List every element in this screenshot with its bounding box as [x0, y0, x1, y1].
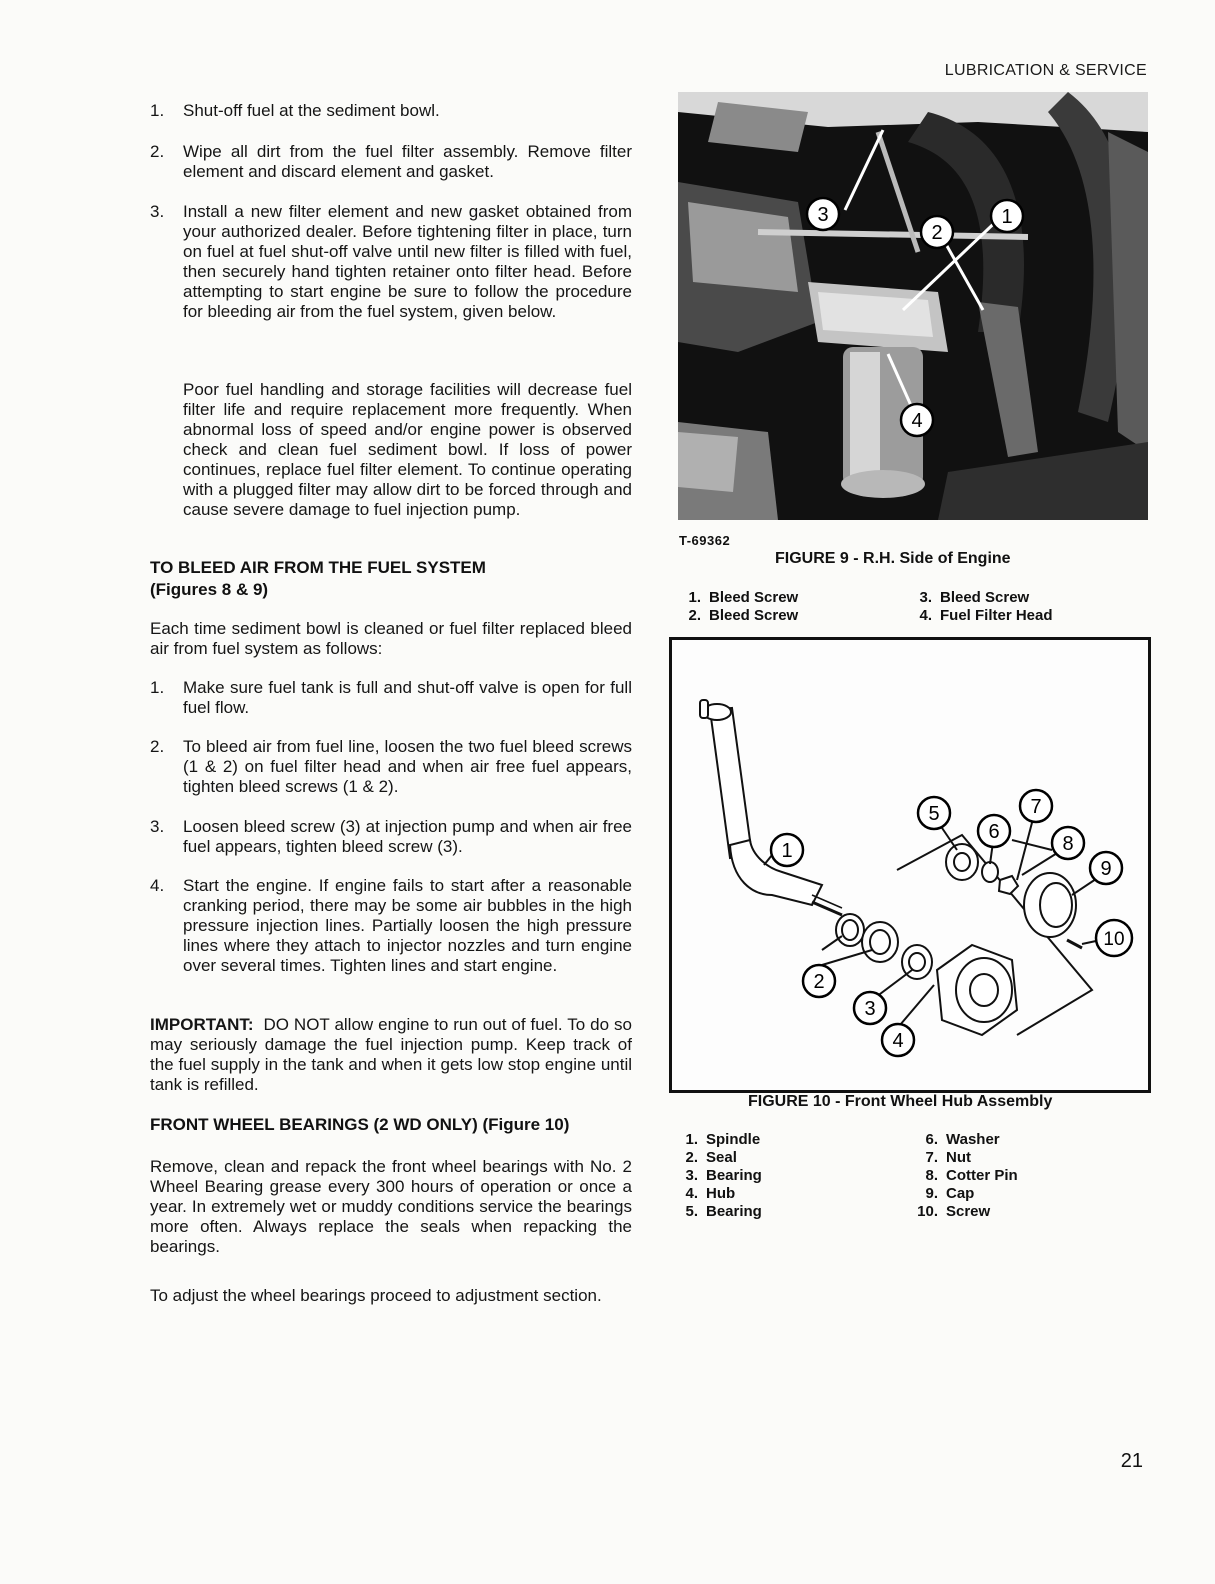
callout-label: 4 [911, 410, 923, 432]
legend-item: 4. Hub [685, 1185, 736, 1202]
figure9-caption: FIGURE 9 - R.H. Side of Engine [775, 550, 1011, 567]
important-label: IMPORTANT: [150, 1015, 254, 1034]
step-number: 2. [150, 142, 165, 161]
legend-item: 4. Fuel Filter Head [919, 607, 1053, 624]
figure9-legend-left [673, 589, 798, 625]
step-text: Make sure fuel tank is full and shut-off valve is open for full fuel flow. [183, 678, 632, 717]
figure10-legend-right [910, 1131, 1018, 1221]
note-paragraph: Poor fuel handling and storage facilities will decrease fuel filter life and require replacement more frequently. When abnormal loss of speed and/or engine power is observed check and clean fuel sediment bowl. If loss of power continues, replace fuel filter element. To continue operating with a plugged filter may allow dirt to be forced through and cause severe damage to fuel injection pump. [183, 380, 632, 519]
step-number: 2. [150, 737, 165, 756]
callout-label: 10 [1103, 929, 1125, 950]
callout-label: 1 [781, 840, 793, 862]
callout-label: 9 [1100, 858, 1112, 880]
hub-assembly-diagram [669, 637, 1151, 1093]
figure10-callout-8 [1050, 825, 1086, 866]
list-item [150, 678, 632, 718]
figure9-callout-3 [805, 196, 841, 237]
callout-label: 8 [1062, 833, 1074, 855]
callout-label: 5 [928, 803, 940, 825]
step-text: Shut-off fuel at the sediment bowl. [183, 101, 440, 120]
figure10-callout-9 [1088, 850, 1124, 891]
step-number: 1. [150, 678, 165, 697]
figure9-legend-right [904, 589, 1053, 625]
callout-label: 6 [988, 821, 1000, 843]
callout-label: 2 [931, 222, 943, 244]
bearings-adjust-paragraph: To adjust the wheel bearings proceed to adjustment section. [150, 1286, 602, 1305]
figure10-callout-5 [916, 795, 952, 836]
figure9-callout-4 [899, 402, 935, 443]
section-header: LUBRICATION & SERVICE [944, 62, 1147, 79]
callout-label: 2 [813, 971, 825, 993]
legend-item: 7. Nut [925, 1149, 971, 1166]
list-item [150, 202, 632, 322]
legend-item: 3. Bleed Screw [919, 589, 1030, 606]
callout-label: 7 [1030, 796, 1042, 818]
figure10-legend-left [670, 1131, 762, 1221]
photo-id: T-69362 [679, 533, 731, 548]
figure9-callout-2 [919, 214, 955, 255]
callout-label: 1 [1001, 206, 1013, 228]
bearings-paragraph: Remove, clean and repack the front wheel bearings with No. 2 Wheel Bearing grease every 300 hours of operation or once a year. In extremely wet or muddy conditions service the bearings more often. Always replace the seals when repacking the bearings. [150, 1157, 632, 1256]
callout-label: 4 [892, 1030, 904, 1052]
figure10-callout-7 [1018, 788, 1054, 829]
bleed-intro: Each time sediment bowl is cleaned or fuel filter replaced bleed air from fuel system as follows: [150, 619, 632, 658]
important-text: DO NOT allow engine to run out of fuel. To do so may seriously damage the fuel injection pump. Keep track of the fuel supply in the tank and when it gets low stop engine until tank is refilled. [150, 1015, 632, 1094]
figure10-callout-2 [801, 963, 837, 1004]
figure10-callout-6 [976, 813, 1012, 854]
step-text: Start the engine. If engine fails to start after a reasonable cranking period, there may be some air bubbles in the high pressure injection lines. Partially loosen the high pressure lines where they attach to injector nozzles and turn engine over several times. Tighten lines and start engine. [183, 876, 632, 975]
legend-item: 5. Bearing [685, 1203, 762, 1220]
engine-photo [678, 92, 1148, 520]
legend-item: 8. Cotter Pin [925, 1167, 1018, 1184]
step-text: Wipe all dirt from the fuel filter assembly. Remove filter element and discard element and gasket. [183, 142, 632, 181]
list-item [150, 737, 632, 797]
list-item [150, 817, 632, 857]
legend-item: 1. Bleed Screw [688, 589, 799, 606]
callout-label: 3 [864, 998, 876, 1020]
step-number: 3. [150, 817, 165, 836]
callout-label: 3 [817, 204, 829, 226]
legend-item: 1. Spindle [685, 1131, 761, 1148]
bleed-subheading: (Figures 8 & 9) [150, 580, 269, 599]
list-item [150, 142, 632, 182]
page-number: 21 [1120, 1450, 1143, 1472]
figure10-callout-10 [1094, 918, 1134, 963]
legend-item: 6. Washer [925, 1131, 1000, 1148]
legend-item: 2. Seal [685, 1149, 737, 1166]
legend-item: 9. Cap [925, 1185, 975, 1202]
list-item [150, 876, 632, 976]
step-text: Install a new filter element and new gasket obtained from your authorized dealer. Before tightening filter in place, turn on fuel at fuel shut-off valve until new filter is filled with fuel, then securely hand tighten retainer onto filter head. Before attempting to start engine be sure to follow the procedure for bleeding air from the fuel system, given below. [183, 202, 632, 321]
figure9-callout-1 [989, 198, 1025, 239]
engine-photo-illustration [678, 92, 1148, 520]
legend-item: 2. Bleed Screw [688, 607, 799, 624]
figure10-callout-1 [769, 832, 805, 873]
step-number: 3. [150, 202, 165, 221]
figure10-callout-4 [880, 1022, 916, 1063]
figure10-caption: FIGURE 10 - Front Wheel Hub Assembly [748, 1093, 1053, 1110]
step-number: 1. [150, 101, 165, 120]
step-text: Loosen bleed screw (3) at injection pump and when air free fuel appears, tighten bleed screw (3). [183, 817, 632, 856]
list-item [150, 101, 632, 121]
legend-item: 3. Bearing [685, 1167, 762, 1184]
important-note [150, 1015, 632, 1095]
bearings-heading: FRONT WHEEL BEARINGS (2 WD ONLY) (Figure 10) [150, 1115, 570, 1134]
step-text: To bleed air from fuel line, loosen the two fuel bleed screws (1 & 2) on fuel filter head and when air free fuel appears, tighten bleed screws (1 & 2). [183, 737, 632, 796]
legend-item: 10. Screw [917, 1203, 991, 1220]
step-number: 4. [150, 876, 165, 895]
bleed-heading: TO BLEED AIR FROM THE FUEL SYSTEM [150, 558, 486, 577]
